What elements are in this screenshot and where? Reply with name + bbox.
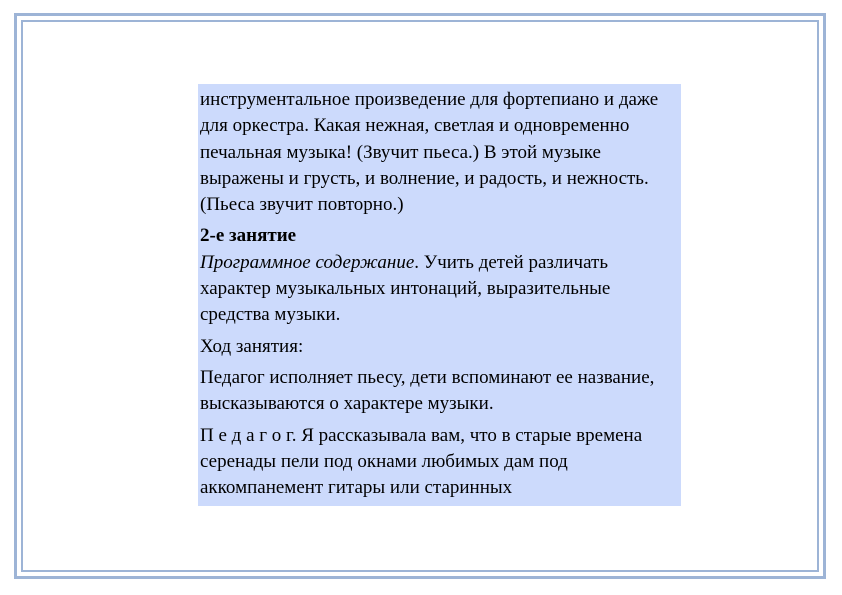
paragraph-teacher-speech: П е д а г о г. Я рассказывала вам, что в старые времена серенады пели под окнами любимых дам под аккомпанемент гитары или старинных xyxy=(200,424,643,499)
lesson-heading: 2-е занятие xyxy=(200,225,297,247)
paragraph-teacher-plays: Педагог исполняет пьесу, дети вспоминают ее название, высказываются о характере музыки. xyxy=(200,366,655,415)
text-block xyxy=(198,84,681,506)
paragraph-lesson-course: Ход занятия: xyxy=(200,335,304,357)
program-content-label: Программное содержание xyxy=(200,251,415,273)
paragraph-intro: инструментальное произведение для фортепиано и даже для оркестра. Какая нежная, светлая и одновременно печальная музыка! (Звучит пьеса.) В этой музыке выражены и грусть, и волнение, и радость, и нежность. (Пьеса звучит повторно.) xyxy=(200,89,659,216)
program-content-text: . Учить детей различать характер музыкальных интонаций, выразительные средства музыки. xyxy=(200,251,611,326)
paragraph-program-content xyxy=(200,250,681,329)
